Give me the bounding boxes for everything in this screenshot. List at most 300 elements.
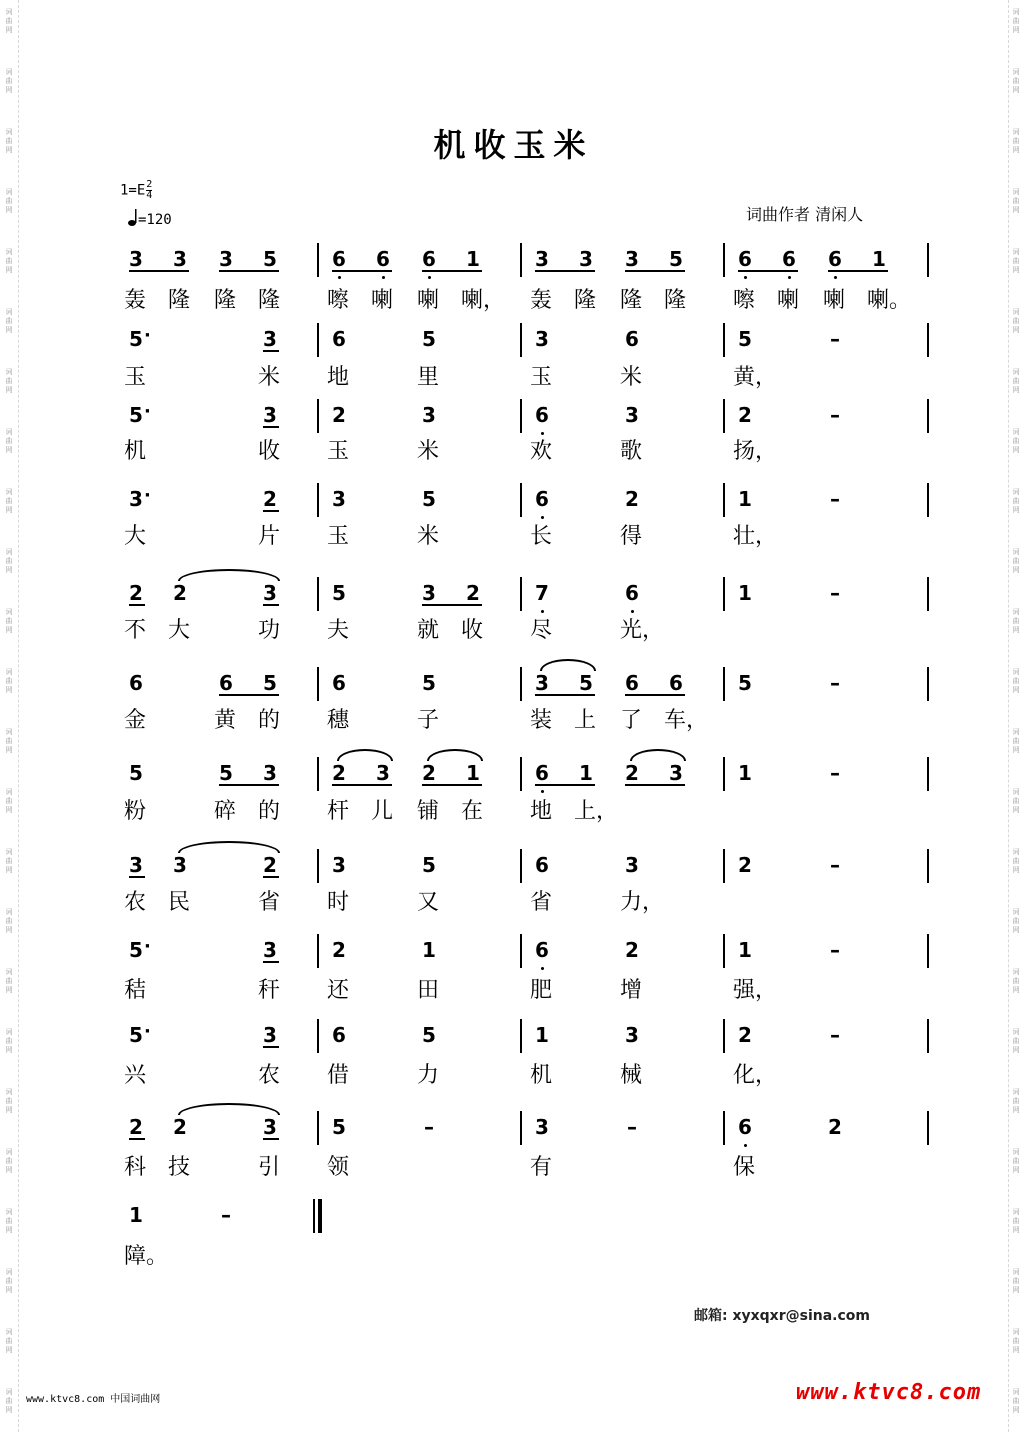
lyric-syllable: 穗 (327, 708, 350, 733)
beam-underline (129, 604, 145, 606)
slur-tie (630, 749, 686, 761)
lyric-syllable: 秸 (124, 978, 147, 1003)
lyric-syllable: 隆 (664, 288, 687, 313)
low-octave-dot (788, 276, 791, 279)
low-octave-dot (382, 276, 385, 279)
barline (520, 1111, 522, 1145)
barline (723, 757, 725, 791)
note-6: 6 (332, 327, 346, 351)
note-5: 5 (129, 403, 143, 427)
barline (723, 1019, 725, 1053)
note-3: 3 (263, 938, 277, 962)
note-1: 1 (738, 938, 752, 962)
note-2: 2 (625, 761, 639, 785)
watermark-glyphs: 词 曲 网 (1012, 248, 1020, 274)
barline (317, 1019, 319, 1053)
watermark-glyphs: 词 曲 网 (1012, 968, 1020, 994)
note-2: 2 (332, 938, 346, 962)
contact-email: 邮箱: xyxqxr@sina.com (694, 1308, 870, 1324)
note-3: 3 (625, 1023, 639, 1047)
note-3: 3 (263, 761, 277, 785)
quarter-note-icon (128, 209, 138, 227)
note-2: 2 (828, 1115, 842, 1139)
note-5: 5 (129, 938, 143, 962)
lyric-syllable: 大 (124, 524, 147, 549)
note-3: 3 (376, 761, 390, 785)
lyric-syllable: 黄 (214, 708, 237, 733)
barline (927, 1111, 929, 1145)
lyric-syllable: 省 (258, 890, 281, 915)
lyric-syllable: 在 (461, 799, 484, 824)
dash: – (221, 1203, 231, 1227)
note-5: 5 (669, 247, 683, 271)
lyric-syllable: 粉 (124, 799, 147, 824)
augmentation-dot: · (144, 401, 151, 422)
watermark-glyphs: 词 曲 网 (5, 908, 13, 934)
watermark-glyphs: 词 曲 网 (1012, 1328, 1020, 1354)
beam-underline (332, 784, 392, 786)
low-octave-dot (541, 610, 544, 613)
barline (317, 323, 319, 357)
lyric-syllable: 了 (620, 708, 643, 733)
barline (927, 483, 929, 517)
lyric-syllable: 壮， (733, 524, 778, 549)
note-5: 5 (422, 327, 436, 351)
note-2: 2 (738, 853, 752, 877)
tempo-value: =120 (138, 212, 172, 228)
lyric-syllable: 得 (620, 524, 643, 549)
beam-underline (263, 961, 279, 963)
low-octave-dot (541, 516, 544, 519)
lyric-syllable: 米 (417, 439, 440, 464)
note-5: 5 (579, 671, 593, 695)
barline (723, 399, 725, 433)
lyric-syllable: 黄， (733, 365, 778, 390)
barline (317, 483, 319, 517)
lyric-syllable: 障。 (124, 1244, 169, 1269)
lyric-syllable: 秆 (258, 978, 281, 1003)
barline (927, 757, 929, 791)
lyric-syllable: 农 (124, 890, 147, 915)
dash: – (830, 403, 840, 427)
lyric-syllable: 功 (258, 618, 281, 643)
note-5: 5 (332, 1115, 346, 1139)
lyric-syllable: 玉 (327, 524, 350, 549)
note-3: 3 (625, 853, 639, 877)
watermark-glyphs: 词 曲 网 (1012, 8, 1020, 34)
watermark-glyphs: 词 曲 网 (1012, 1268, 1020, 1294)
slur-tie (178, 1103, 280, 1115)
lyric-syllable: 机 (124, 439, 147, 464)
beam-underline (129, 1138, 145, 1140)
augmentation-dot: · (144, 1021, 151, 1042)
beam-underline (129, 876, 145, 878)
watermark-glyphs: 词 曲 网 (5, 188, 13, 214)
lyric-syllable: 领 (327, 1155, 350, 1180)
low-octave-dot (428, 276, 431, 279)
lyric-syllable: 装 (530, 708, 553, 733)
lyric-syllable: 扬， (733, 439, 778, 464)
note-3: 3 (263, 327, 277, 351)
barline (317, 243, 319, 277)
lyric-syllable: 科 (124, 1155, 147, 1180)
barline (520, 399, 522, 433)
barline (723, 323, 725, 357)
lyric-syllable: 嚓 (733, 288, 756, 313)
lyric-syllable: 喇。 (867, 288, 912, 313)
watermark-glyphs: 词 曲 网 (5, 1328, 13, 1354)
dash: – (830, 581, 840, 605)
watermark-glyphs: 词 曲 网 (5, 428, 13, 454)
watermark-glyphs: 词 曲 网 (1012, 488, 1020, 514)
note-1: 1 (466, 247, 480, 271)
lyric-syllable: 田 (417, 978, 440, 1003)
note-3: 3 (129, 853, 143, 877)
lyric-syllable: 就 (417, 618, 440, 643)
barline (927, 577, 929, 611)
note-5: 5 (263, 671, 277, 695)
lyric-syllable: 引 (258, 1155, 281, 1180)
lyric-syllable: 里 (417, 365, 440, 390)
note-3: 3 (263, 1023, 277, 1047)
lyric-syllable: 玉 (124, 365, 147, 390)
lyric-syllable: 隆 (574, 288, 597, 313)
note-3: 3 (625, 403, 639, 427)
low-octave-dot (541, 790, 544, 793)
lyric-syllable: 喇， (461, 288, 506, 313)
note-5: 5 (219, 761, 233, 785)
watermark-glyphs: 词 曲 网 (1012, 848, 1020, 874)
watermark-glyphs: 词 曲 网 (5, 1088, 13, 1114)
time-numerator: 2 (146, 179, 153, 190)
lyric-syllable: 力 (417, 1063, 440, 1088)
note-1: 1 (738, 581, 752, 605)
lyric-syllable: 喇 (371, 288, 394, 313)
note-5: 5 (422, 671, 436, 695)
note-2: 2 (625, 938, 639, 962)
barline (520, 1019, 522, 1053)
note-2: 2 (129, 581, 143, 605)
beam-underline (263, 1046, 279, 1048)
lyric-syllable: 农 (258, 1063, 281, 1088)
watermark-glyphs: 词 曲 网 (5, 248, 13, 274)
beam-underline (219, 270, 279, 272)
lyric-syllable: 光， (620, 618, 665, 643)
watermark-glyphs: 词 曲 网 (5, 128, 13, 154)
beam-underline (535, 694, 595, 696)
note-3: 3 (579, 247, 593, 271)
lyric-syllable: 肥 (530, 978, 553, 1003)
note-2: 2 (738, 403, 752, 427)
dash: – (424, 1115, 434, 1139)
note-5: 5 (422, 487, 436, 511)
note-3: 3 (332, 487, 346, 511)
key-prefix: 1=E (120, 182, 146, 199)
note-6: 6 (625, 327, 639, 351)
beam-underline (129, 270, 189, 272)
note-6: 6 (738, 247, 752, 271)
barline (723, 483, 725, 517)
dash: – (830, 671, 840, 695)
lyric-syllable: 兴 (124, 1063, 147, 1088)
note-2: 2 (738, 1023, 752, 1047)
low-octave-dot (338, 276, 341, 279)
beam-underline (738, 270, 798, 272)
tempo-marking (128, 209, 172, 228)
beam-underline (828, 270, 888, 272)
barline (520, 934, 522, 968)
watermark-glyphs: 词 曲 网 (5, 1268, 13, 1294)
barline (927, 399, 929, 433)
note-5: 5 (422, 853, 436, 877)
note-6: 6 (422, 247, 436, 271)
dash: – (830, 938, 840, 962)
watermark-glyphs: 词 曲 网 (1012, 1088, 1020, 1114)
watermark-glyphs: 词 曲 网 (5, 728, 13, 754)
footer-site-logo: www.ktvc8.com (796, 1380, 982, 1405)
note-6: 6 (828, 247, 842, 271)
watermark-glyphs: 词 曲 网 (5, 668, 13, 694)
slur-tie (427, 749, 483, 761)
watermark-glyphs: 词 曲 网 (5, 1208, 13, 1234)
watermark-glyphs: 词 曲 网 (1012, 1388, 1020, 1414)
dash: – (627, 1115, 637, 1139)
lyric-syllable: 夫 (327, 618, 350, 643)
note-1: 1 (872, 247, 886, 271)
time-signature (146, 180, 152, 201)
lyric-syllable: 喇 (417, 288, 440, 313)
lyric-syllable: 杆 (327, 799, 350, 824)
lyric-syllable: 的 (258, 799, 281, 824)
time-denominator: 4 (146, 190, 153, 201)
beam-underline (263, 510, 279, 512)
beam-underline (422, 270, 482, 272)
song-title: 机收玉米 (433, 126, 594, 164)
watermark-glyphs: 词 曲 网 (5, 548, 13, 574)
note-5: 5 (738, 327, 752, 351)
low-octave-dot (744, 1144, 747, 1147)
note-3: 3 (263, 403, 277, 427)
note-6: 6 (738, 1115, 752, 1139)
note-3: 3 (535, 327, 549, 351)
note-3: 3 (263, 1115, 277, 1139)
watermark-glyphs: 词 曲 网 (1012, 608, 1020, 634)
watermark-glyphs: 词 曲 网 (5, 368, 13, 394)
beam-underline (263, 426, 279, 428)
lyric-syllable: 有 (530, 1155, 553, 1180)
note-1: 1 (738, 761, 752, 785)
slur-tie (178, 841, 280, 853)
barline (520, 757, 522, 791)
barline (723, 849, 725, 883)
low-octave-dot (744, 276, 747, 279)
augmentation-dot: · (144, 936, 151, 957)
barline (317, 757, 319, 791)
note-3: 3 (173, 247, 187, 271)
lyric-syllable: 尽 (530, 618, 553, 643)
note-3: 3 (129, 247, 143, 271)
note-5: 5 (332, 581, 346, 605)
barline (317, 577, 319, 611)
barline (520, 483, 522, 517)
barline (317, 934, 319, 968)
barline (520, 243, 522, 277)
note-6: 6 (535, 938, 549, 962)
watermark-glyphs: 词 曲 网 (1012, 368, 1020, 394)
barline (520, 849, 522, 883)
barline (723, 667, 725, 701)
note-3: 3 (219, 247, 233, 271)
watermark-glyphs: 词 曲 网 (1012, 908, 1020, 934)
watermark-glyphs: 词 曲 网 (5, 848, 13, 874)
note-1: 1 (466, 761, 480, 785)
lyric-syllable: 大 (168, 618, 191, 643)
barline (927, 323, 929, 357)
note-2: 2 (173, 1115, 187, 1139)
lyric-syllable: 上 (574, 708, 597, 733)
watermark-glyphs: 词 曲 网 (1012, 428, 1020, 454)
beam-underline (535, 784, 595, 786)
watermark-glyphs: 词 曲 网 (5, 1148, 13, 1174)
lyric-syllable: 轰 (124, 288, 147, 313)
barline (927, 667, 929, 701)
beam-underline (625, 694, 685, 696)
note-6: 6 (129, 671, 143, 695)
barline (927, 243, 929, 277)
barline (723, 577, 725, 611)
author-credit: 词曲作者 清闲人 (746, 205, 864, 224)
dash: – (830, 327, 840, 351)
low-octave-dot (631, 610, 634, 613)
note-2: 2 (263, 853, 277, 877)
watermark-glyphs: 词 曲 网 (5, 968, 13, 994)
dash: – (830, 761, 840, 785)
note-6: 6 (535, 761, 549, 785)
lyric-syllable: 欢 (530, 439, 553, 464)
watermark-glyphs: 词 曲 网 (1012, 1208, 1020, 1234)
note-3: 3 (535, 671, 549, 695)
watermark-glyphs: 词 曲 网 (1012, 1148, 1020, 1174)
beam-underline (332, 270, 392, 272)
watermark-glyphs: 词 曲 网 (1012, 668, 1020, 694)
barline (927, 934, 929, 968)
barline (317, 1111, 319, 1145)
lyric-syllable: 又 (417, 890, 440, 915)
watermark-glyphs: 词 曲 网 (5, 1028, 13, 1054)
barline (723, 243, 725, 277)
note-6: 6 (219, 671, 233, 695)
lyric-syllable: 歌 (620, 439, 643, 464)
note-6: 6 (625, 671, 639, 695)
lyric-syllable: 化， (733, 1063, 778, 1088)
lyric-syllable: 喇 (823, 288, 846, 313)
note-6: 6 (535, 403, 549, 427)
lyric-syllable: 民 (168, 890, 191, 915)
lyric-syllable: 喇 (777, 288, 800, 313)
note-3: 3 (625, 247, 639, 271)
lyric-syllable: 力， (620, 890, 665, 915)
note-5: 5 (738, 671, 752, 695)
note-3: 3 (129, 487, 143, 511)
barline (317, 849, 319, 883)
note-5: 5 (129, 761, 143, 785)
lyric-syllable: 子 (417, 708, 440, 733)
watermark-glyphs: 词 曲 网 (5, 608, 13, 634)
beam-underline (422, 784, 482, 786)
note-3: 3 (422, 403, 436, 427)
note-2: 2 (129, 1115, 143, 1139)
lyric-syllable: 米 (620, 365, 643, 390)
lyric-syllable: 玉 (327, 439, 350, 464)
low-octave-dot (834, 276, 837, 279)
note-5: 5 (422, 1023, 436, 1047)
note-6: 6 (625, 581, 639, 605)
watermark-glyphs: 词 曲 网 (1012, 308, 1020, 334)
note-6: 6 (782, 247, 796, 271)
lyric-syllable: 保 (733, 1155, 756, 1180)
note-1: 1 (422, 938, 436, 962)
note-3: 3 (422, 581, 436, 605)
lyric-syllable: 还 (327, 978, 350, 1003)
lyric-syllable: 增 (620, 978, 643, 1003)
lyric-syllable: 地 (530, 799, 553, 824)
note-6: 6 (332, 671, 346, 695)
note-1: 1 (535, 1023, 549, 1047)
beam-underline (263, 350, 279, 352)
low-octave-dot (541, 967, 544, 970)
lyric-syllable: 地 (327, 365, 350, 390)
lyric-syllable: 隆 (620, 288, 643, 313)
augmentation-dot: · (144, 325, 151, 346)
footer-site-text: www.ktvc8.com 中国词曲网 (26, 1394, 161, 1405)
lyric-syllable: 儿 (371, 799, 394, 824)
beam-underline (263, 604, 279, 606)
lyric-syllable: 玉 (530, 365, 553, 390)
note-3: 3 (263, 581, 277, 605)
slur-tie (178, 569, 280, 581)
watermark-glyphs: 词 曲 网 (5, 788, 13, 814)
dash: – (830, 1023, 840, 1047)
note-2: 2 (263, 487, 277, 511)
augmentation-dot: · (144, 485, 151, 506)
barline (723, 934, 725, 968)
note-6: 6 (535, 853, 549, 877)
note-2: 2 (625, 487, 639, 511)
note-1: 1 (738, 487, 752, 511)
watermark-glyphs: 词 曲 网 (1012, 1028, 1020, 1054)
lyric-syllable: 技 (168, 1155, 191, 1180)
lyric-syllable: 片 (258, 524, 281, 549)
watermark-glyphs: 词 曲 网 (5, 488, 13, 514)
barline (317, 667, 319, 701)
lyric-syllable: 械 (620, 1063, 643, 1088)
watermark-glyphs: 词 曲 网 (1012, 788, 1020, 814)
note-6: 6 (535, 487, 549, 511)
lyric-syllable: 碎 (214, 799, 237, 824)
note-2: 2 (332, 403, 346, 427)
barline (927, 1019, 929, 1053)
note-2: 2 (466, 581, 480, 605)
lyric-syllable: 强， (733, 978, 778, 1003)
lyric-syllable: 隆 (258, 288, 281, 313)
note-6: 6 (376, 247, 390, 271)
slur-tie (337, 749, 393, 761)
low-octave-dot (541, 432, 544, 435)
note-7: 7 (535, 581, 549, 605)
lyric-syllable: 机 (530, 1063, 553, 1088)
beam-underline (625, 784, 685, 786)
lyric-syllable: 轰 (530, 288, 553, 313)
